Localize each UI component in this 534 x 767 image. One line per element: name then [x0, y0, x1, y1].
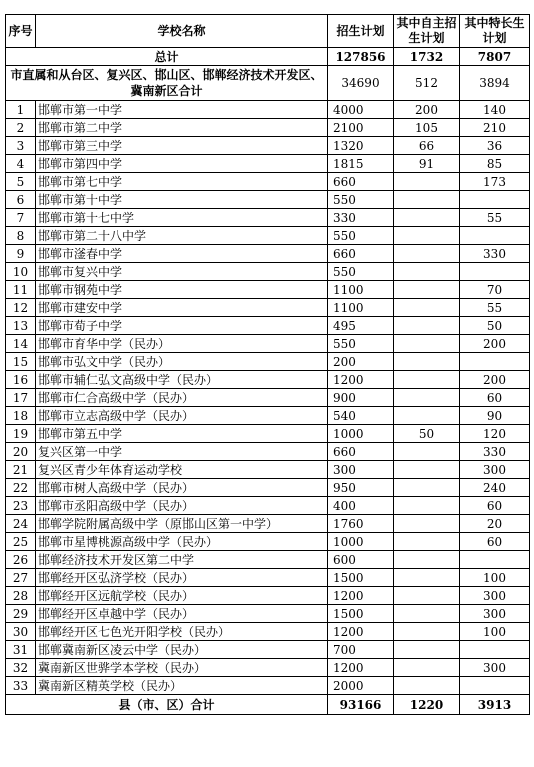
- row-index: 19: [6, 425, 36, 443]
- row-autonomous: [394, 317, 460, 335]
- row-school-name: 邯郸冀南新区凌云中学（民办）: [36, 641, 328, 659]
- row-special: [460, 227, 530, 245]
- table-row: [6, 515, 530, 533]
- row-special: 300: [460, 587, 530, 605]
- row-autonomous: [394, 353, 460, 371]
- row-school-name: 邯郸经开区七色光开阳学校（民办）: [36, 623, 328, 641]
- row-autonomous: [394, 659, 460, 677]
- header-plan: 招生计划: [328, 15, 394, 48]
- row-special: 20: [460, 515, 530, 533]
- grand-total-row: [6, 48, 530, 66]
- row-special: 90: [460, 407, 530, 425]
- row-autonomous: [394, 443, 460, 461]
- table-row: [6, 605, 530, 623]
- county-total-plan: 93166: [328, 695, 394, 715]
- row-special: 210: [460, 119, 530, 137]
- row-special: 60: [460, 497, 530, 515]
- subtotal-plan: 34690: [328, 66, 394, 101]
- row-school-name: 邯郸市立志高级中学（民办）: [36, 407, 328, 425]
- row-special: [460, 551, 530, 569]
- subtotal-row: [6, 66, 530, 101]
- row-special: 36: [460, 137, 530, 155]
- row-index: 30: [6, 623, 36, 641]
- row-plan: 700: [328, 641, 394, 659]
- subtotal-special: 3894: [460, 66, 530, 101]
- row-index: 24: [6, 515, 36, 533]
- row-plan: 660: [328, 245, 394, 263]
- row-special: 240: [460, 479, 530, 497]
- header-special: 其中特长生计划: [460, 15, 530, 48]
- table-row: [6, 281, 530, 299]
- table-row: [6, 227, 530, 245]
- county-total-autonomous: 1220: [394, 695, 460, 715]
- table-row: [6, 317, 530, 335]
- row-plan: 200: [328, 353, 394, 371]
- row-plan: 550: [328, 191, 394, 209]
- row-school-name: 邯郸市第十中学: [36, 191, 328, 209]
- row-plan: 1000: [328, 425, 394, 443]
- row-special: 55: [460, 209, 530, 227]
- row-special: 60: [460, 389, 530, 407]
- row-autonomous: [394, 569, 460, 587]
- row-special: 330: [460, 245, 530, 263]
- row-index: 29: [6, 605, 36, 623]
- table-row: [6, 173, 530, 191]
- row-school-name: 邯郸市树人高级中学（民办）: [36, 479, 328, 497]
- row-autonomous: [394, 173, 460, 191]
- table-row: [6, 443, 530, 461]
- row-plan: 1200: [328, 371, 394, 389]
- row-special: 100: [460, 623, 530, 641]
- row-autonomous: [394, 497, 460, 515]
- row-school-name: 邯郸市荀子中学: [36, 317, 328, 335]
- table-row: [6, 587, 530, 605]
- header-autonomous: 其中自主招生计划: [394, 15, 460, 48]
- row-plan: 540: [328, 407, 394, 425]
- row-index: 9: [6, 245, 36, 263]
- row-plan: 1760: [328, 515, 394, 533]
- row-plan: 600: [328, 551, 394, 569]
- row-school-name: 邯郸市弘文中学（民办）: [36, 353, 328, 371]
- table-row: [6, 155, 530, 173]
- row-autonomous: 50: [394, 425, 460, 443]
- row-special: 100: [460, 569, 530, 587]
- table-row: [6, 497, 530, 515]
- row-plan: 550: [328, 335, 394, 353]
- row-plan: 1200: [328, 623, 394, 641]
- row-school-name: 邯郸市第一中学: [36, 101, 328, 119]
- row-school-name: 邯郸市辅仁弘文高级中学（民办）: [36, 371, 328, 389]
- row-special: 85: [460, 155, 530, 173]
- table-row: [6, 425, 530, 443]
- table-row: [6, 353, 530, 371]
- row-index: 6: [6, 191, 36, 209]
- row-special: 200: [460, 335, 530, 353]
- table-row: [6, 299, 530, 317]
- row-school-name: 邯郸经济技术开发区第二中学: [36, 551, 328, 569]
- row-autonomous: [394, 281, 460, 299]
- row-index: 12: [6, 299, 36, 317]
- row-school-name: 邯郸市星博桃源高级中学（民办）: [36, 533, 328, 551]
- row-school-name: 邯郸市仁合高级中学（民办）: [36, 389, 328, 407]
- row-plan: 1200: [328, 587, 394, 605]
- row-school-name: 邯郸市复兴中学: [36, 263, 328, 281]
- row-school-name: 复兴区第一中学: [36, 443, 328, 461]
- grand-total-autonomous: 1732: [394, 48, 460, 66]
- row-special: 140: [460, 101, 530, 119]
- row-plan: 300: [328, 461, 394, 479]
- row-plan: 2000: [328, 677, 394, 695]
- row-school-name: 复兴区青少年体育运动学校: [36, 461, 328, 479]
- row-autonomous: [394, 587, 460, 605]
- row-plan: 4000: [328, 101, 394, 119]
- row-autonomous: [394, 209, 460, 227]
- row-special: 60: [460, 533, 530, 551]
- row-school-name: 邯郸市第五中学: [36, 425, 328, 443]
- subtotal-autonomous: 512: [394, 66, 460, 101]
- row-plan: 660: [328, 443, 394, 461]
- row-plan: 1320: [328, 137, 394, 155]
- row-school-name: 邯郸市建安中学: [36, 299, 328, 317]
- table-row: [6, 569, 530, 587]
- row-plan: 550: [328, 263, 394, 281]
- row-index: 8: [6, 227, 36, 245]
- table-row: [6, 407, 530, 425]
- table-row: [6, 479, 530, 497]
- row-special: 120: [460, 425, 530, 443]
- table-row: [6, 389, 530, 407]
- table-row: [6, 191, 530, 209]
- row-autonomous: [394, 461, 460, 479]
- row-autonomous: 200: [394, 101, 460, 119]
- row-index: 25: [6, 533, 36, 551]
- row-plan: 1815: [328, 155, 394, 173]
- row-special: 70: [460, 281, 530, 299]
- row-autonomous: [394, 407, 460, 425]
- row-autonomous: [394, 641, 460, 659]
- table-row: [6, 137, 530, 155]
- table-row: [6, 263, 530, 281]
- row-index: 15: [6, 353, 36, 371]
- row-autonomous: [394, 227, 460, 245]
- grand-total-label: 总计: [6, 48, 328, 66]
- header-index: 序号: [6, 15, 36, 48]
- table-row: [6, 551, 530, 569]
- row-school-name: 邯郸市第三中学: [36, 137, 328, 155]
- row-index: 31: [6, 641, 36, 659]
- row-index: 32: [6, 659, 36, 677]
- table-row: [6, 623, 530, 641]
- row-special: [460, 677, 530, 695]
- row-index: 10: [6, 263, 36, 281]
- row-index: 1: [6, 101, 36, 119]
- table-row: [6, 533, 530, 551]
- row-school-name: 邯郸经开区远航学校（民办）: [36, 587, 328, 605]
- row-autonomous: 91: [394, 155, 460, 173]
- row-autonomous: [394, 605, 460, 623]
- row-plan: 1100: [328, 299, 394, 317]
- row-school-name: 邯郸市第二十八中学: [36, 227, 328, 245]
- row-school-name: 邯郸经开区卓越中学（民办）: [36, 605, 328, 623]
- row-autonomous: [394, 191, 460, 209]
- row-plan: 330: [328, 209, 394, 227]
- row-autonomous: 105: [394, 119, 460, 137]
- table-row: [6, 461, 530, 479]
- row-index: 11: [6, 281, 36, 299]
- row-index: 5: [6, 173, 36, 191]
- row-index: 21: [6, 461, 36, 479]
- county-total-label: 县（市、区）合计: [6, 695, 328, 715]
- row-plan: 1000: [328, 533, 394, 551]
- row-autonomous: [394, 533, 460, 551]
- row-plan: 950: [328, 479, 394, 497]
- row-index: 4: [6, 155, 36, 173]
- row-special: 200: [460, 371, 530, 389]
- enrollment-table: [5, 14, 530, 715]
- row-index: 17: [6, 389, 36, 407]
- row-school-name: 邯郸学院附属高级中学（原邯山区第一中学）: [36, 515, 328, 533]
- header-school-name: 学校名称: [36, 15, 328, 48]
- row-autonomous: 66: [394, 137, 460, 155]
- row-index: 13: [6, 317, 36, 335]
- row-index: 18: [6, 407, 36, 425]
- row-school-name: 冀南新区精英学校（民办）: [36, 677, 328, 695]
- row-plan: 1500: [328, 605, 394, 623]
- row-school-name: 邯郸市第二中学: [36, 119, 328, 137]
- enrollment-table-container: [5, 14, 529, 715]
- county-total-special: 3913: [460, 695, 530, 715]
- table-row: [6, 245, 530, 263]
- row-autonomous: [394, 299, 460, 317]
- row-school-name: 冀南新区世骅学本学校（民办）: [36, 659, 328, 677]
- row-plan: 1100: [328, 281, 394, 299]
- row-school-name: 邯郸市钢苑中学: [36, 281, 328, 299]
- row-autonomous: [394, 263, 460, 281]
- table-row: [6, 659, 530, 677]
- row-school-name: 邯郸市育华中学（民办）: [36, 335, 328, 353]
- row-special: [460, 263, 530, 281]
- row-index: 28: [6, 587, 36, 605]
- header-row: [6, 15, 530, 48]
- row-special: 50: [460, 317, 530, 335]
- table-row: [6, 335, 530, 353]
- row-autonomous: [394, 371, 460, 389]
- row-special: [460, 641, 530, 659]
- row-index: 20: [6, 443, 36, 461]
- row-plan: 1500: [328, 569, 394, 587]
- row-school-name: 邯郸市丞阳高级中学（民办）: [36, 497, 328, 515]
- row-plan: 400: [328, 497, 394, 515]
- row-special: 55: [460, 299, 530, 317]
- row-school-name: 邯郸市第四中学: [36, 155, 328, 173]
- row-school-name: 邯郸市滏春中学: [36, 245, 328, 263]
- grand-total-plan: 127856: [328, 48, 394, 66]
- row-special: [460, 353, 530, 371]
- row-index: 22: [6, 479, 36, 497]
- row-special: 300: [460, 605, 530, 623]
- row-autonomous: [394, 515, 460, 533]
- county-total-row: [6, 695, 530, 715]
- table-row: [6, 677, 530, 695]
- row-index: 26: [6, 551, 36, 569]
- row-plan: 900: [328, 389, 394, 407]
- row-index: 14: [6, 335, 36, 353]
- row-autonomous: [394, 245, 460, 263]
- row-special: [460, 191, 530, 209]
- table-row: [6, 371, 530, 389]
- row-autonomous: [394, 677, 460, 695]
- subtotal-label: 市直属和从台区、复兴区、邯山区、邯郸经济技术开发区、冀南新区合计: [6, 66, 328, 101]
- row-autonomous: [394, 479, 460, 497]
- row-index: 2: [6, 119, 36, 137]
- row-index: 23: [6, 497, 36, 515]
- row-index: 16: [6, 371, 36, 389]
- table-row: [6, 641, 530, 659]
- row-plan: 1200: [328, 659, 394, 677]
- row-autonomous: [394, 623, 460, 641]
- row-special: 300: [460, 659, 530, 677]
- row-autonomous: [394, 335, 460, 353]
- table-row: [6, 101, 530, 119]
- table-row: [6, 119, 530, 137]
- row-school-name: 邯郸市第十七中学: [36, 209, 328, 227]
- row-special: 173: [460, 173, 530, 191]
- row-special: 300: [460, 461, 530, 479]
- row-index: 7: [6, 209, 36, 227]
- row-autonomous: [394, 389, 460, 407]
- table-row: [6, 209, 530, 227]
- row-plan: 495: [328, 317, 394, 335]
- row-plan: 2100: [328, 119, 394, 137]
- row-special: 330: [460, 443, 530, 461]
- row-index: 27: [6, 569, 36, 587]
- row-school-name: 邯郸市第七中学: [36, 173, 328, 191]
- row-plan: 550: [328, 227, 394, 245]
- row-autonomous: [394, 551, 460, 569]
- grand-total-special: 7807: [460, 48, 530, 66]
- row-index: 33: [6, 677, 36, 695]
- row-plan: 660: [328, 173, 394, 191]
- row-index: 3: [6, 137, 36, 155]
- row-school-name: 邯郸经开区弘济学校（民办）: [36, 569, 328, 587]
